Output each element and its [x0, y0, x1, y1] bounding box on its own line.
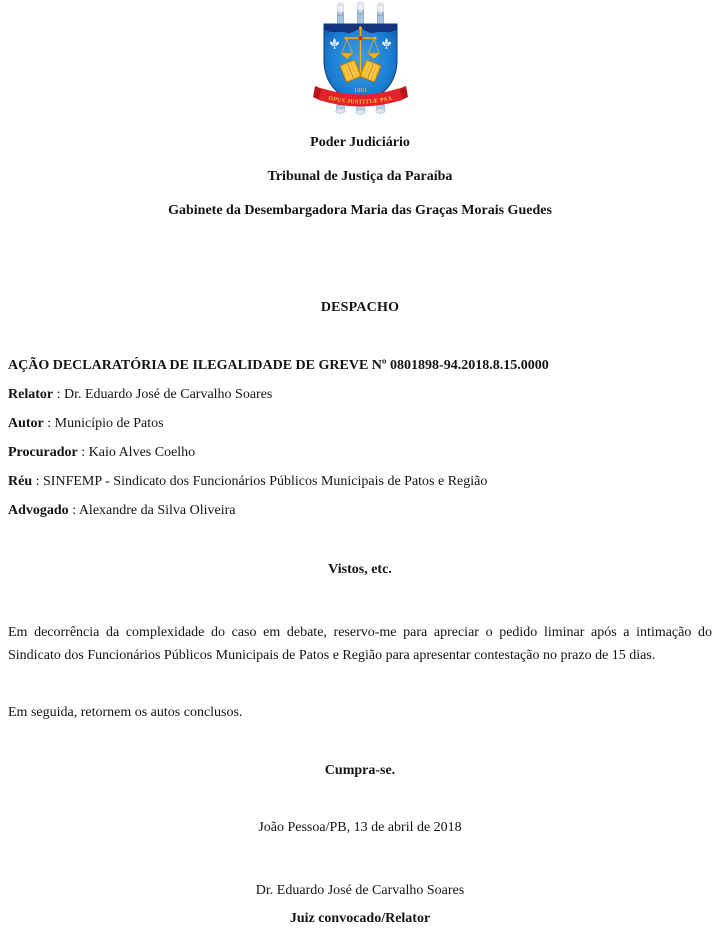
court-crest	[8, 0, 712, 115]
party-separator: :	[32, 474, 44, 489]
dateline: João Pessoa/PB, 13 de abril de 2018	[258, 820, 462, 835]
signature-name: Dr. Eduardo José de Carvalho Soares	[255, 883, 465, 898]
case-heading: AÇÃO DECLARATÓRIA DE ILEGALIDADE DE GREVE Nº 0801898-94.2018.8.15.0000	[8, 358, 549, 373]
signature-role: Juiz convocado/Relator	[289, 911, 431, 926]
salutation: Vistos, etc.	[328, 562, 392, 577]
party-label: Autor	[8, 416, 44, 431]
document-title: DESPACHO	[320, 300, 400, 315]
party-row-procurador	[8, 445, 712, 461]
org-line-tribunal: Tribunal de Justiça da Paraíba	[267, 169, 453, 184]
party-value: Dr. Eduardo José de Carvalho Soares	[63, 387, 273, 402]
tjpb-coat-of-arms-icon	[313, 2, 408, 115]
party-separator: :	[53, 387, 64, 402]
party-row-advogado	[8, 503, 712, 519]
party-separator: :	[43, 416, 55, 431]
party-label: Advogado	[8, 503, 69, 518]
party-value: SINFEMP - Sindicato dos Funcionários Públicos Municipais de Patos e Região	[43, 474, 488, 489]
party-row-autor	[8, 416, 712, 432]
party-row-reu	[8, 474, 712, 490]
crest-motto: OPUS JUSTITIÆ PAX	[327, 95, 393, 106]
body-paragraph-1: Em decorrência da complexidade do caso em debate, reservo-me para apreciar o pedido liminar após a intimação do Sindicato dos Funcionários Públicos Municipais de Patos e Região para apresentar contestação no prazo de 15 dias.	[8, 625, 712, 663]
crest-year: 1891	[353, 87, 367, 94]
party-row-relator	[8, 387, 712, 403]
party-label: Réu	[8, 474, 33, 489]
party-label: Relator	[8, 387, 54, 402]
org-line-gabinete: Gabinete da Desembargadora Maria das Graças Morais Guedes	[168, 203, 552, 218]
party-label: Procurador	[8, 445, 78, 460]
party-separator: :	[77, 445, 89, 460]
party-separator: :	[68, 503, 79, 518]
party-value: Alexandre da Silva Oliveira	[78, 503, 236, 518]
party-value: Kaio Alves Coelho	[88, 445, 196, 460]
order-line: Cumpra-se.	[324, 763, 396, 778]
org-line-poder-judiciario: Poder Judiciário	[310, 135, 410, 150]
body-paragraph-2: Em seguida, retornem os autos conclusos.	[8, 705, 243, 720]
party-value: Município de Patos	[54, 416, 164, 431]
